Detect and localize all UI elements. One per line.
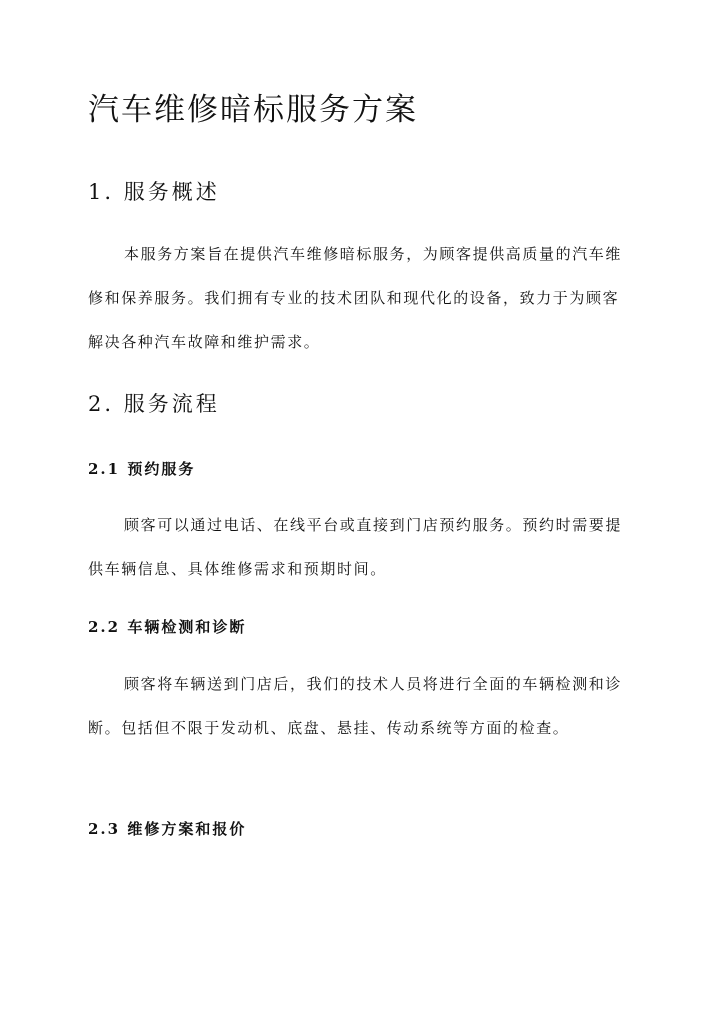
subsection-heading-booking: 2.1 预约服务 [88, 460, 196, 478]
subsection-paragraph-booking: 顾客可以通过电话、在线平台或直接到门店预约服务。预约时需要提供车辆信息、具体维修需求和预期时间。 [88, 516, 623, 578]
section-heading-process: 2. 服务流程 [88, 392, 220, 416]
section-paragraph-overview: 本服务方案旨在提供汽车维修暗标服务，为顾客提供高质量的汽车维修和保养服务。我们拥有专业的技术团队和现代化的设备，致力于为顾客解决各种汽车故障和维护需求。 [88, 245, 623, 351]
subsection-heading-repair-plan: 2.3 维修方案和报价 [88, 820, 247, 838]
subsection-heading-inspection: 2.2 车辆检测和诊断 [88, 618, 247, 636]
document-title: 汽车维修暗标服务方案 [88, 92, 418, 128]
section-heading-overview: 1. 服务概述 [88, 180, 220, 204]
subsection-paragraph-inspection: 顾客将车辆送到门店后，我们的技术人员将进行全面的车辆检测和诊断。包括但不限于发动机、底盘、悬挂、传动系统等方面的检查。 [88, 675, 623, 737]
